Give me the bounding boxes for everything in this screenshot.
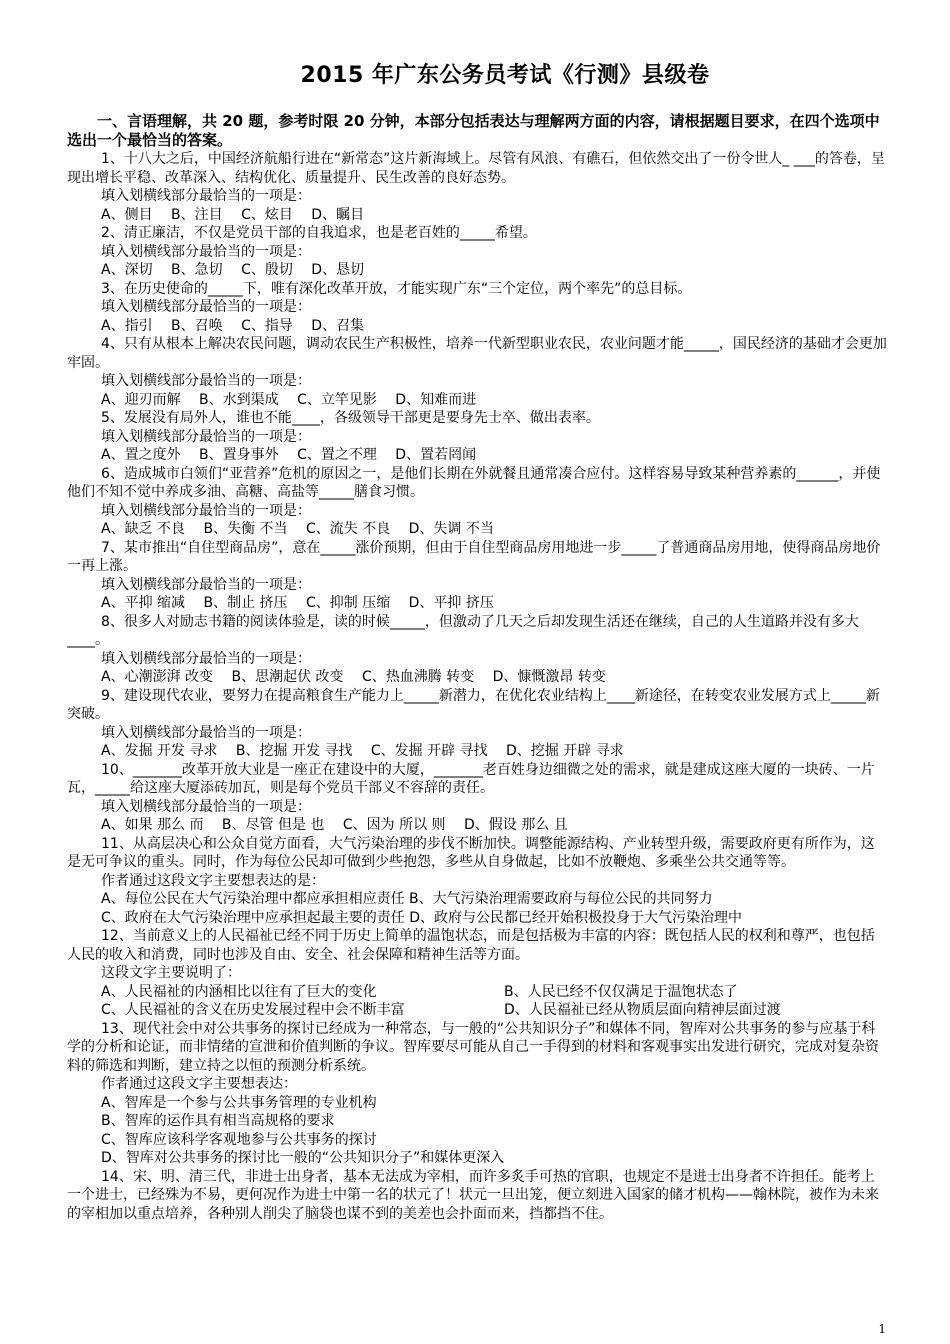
question-text: 13、现代社会中对公共事务的探讨已经成为一种常态，与一般的“公共知识分子”和媒体不同，智库对公共事务的参与应基于科学的分析和论证，而非情绪的宣泄和价值判断的争议。智库要尽可能从自己一手得到的材料和客观事实出发进行研究，完成对复杂资料的筛选和判断，建立持之以恒的预测分析系统。 <box>67 1020 879 1074</box>
question-text: 5、发展没有局外人，谁也不能____，各级领导干部更是要身先士卒、做出表率。 <box>101 410 600 426</box>
question-instruction: 填入划横线部分最恰当的一项是： <box>101 188 311 204</box>
question-text: 4、只有从根本上解决农民问题，调动农民生产积极性，培养一代新型职业农民，农业问题才能_____，国民经济的基础才会更加牢固。 <box>67 336 887 371</box>
answer-options: A、侧目 B、注目 C、炫目 D、瞩目 <box>101 206 365 223</box>
answer-options: B、智库的运作具有相当高规格的要求 <box>101 1113 335 1129</box>
question-text: 2、清正廉洁，不仅是党员干部的自我追求，也是老百姓的_____希望。 <box>101 225 537 241</box>
question-text: 14、宋、明、清三代，非进士出身者，基本无法成为宰相，而许多炙手可热的官职，也规定不是进士出身者不许担任。能考上一个进士，已经殊为不易，更何况作为进士中第一名的状元了！状元一旦出笼，便立刻进入国家的储才机构——翰林院，被作为未来的宰相加以重点培养，各种别人削尖了脑袋也谋不到的美差也会扑面而来，挡都挡不住。 <box>67 1168 879 1222</box>
answer-option-row <box>67 1001 887 1020</box>
answer-options: A、置之度外 B、置身事外 C、置之不理 D、置若罔闻 <box>101 447 477 463</box>
document-title: 2015 年广东公务员考试《行测》县级卷 <box>300 63 710 88</box>
answer-options: A、指引 B、召唤 C、指导 D、召集 <box>101 317 365 334</box>
question-instruction: 填入划横线部分最恰当的一项是： <box>101 502 311 519</box>
answer-option: A、人民福祉的内涵相比以往有了巨大的变化 <box>101 983 377 1000</box>
question-instruction: 填入划横线部分最恰当的一项是： <box>101 576 311 593</box>
answer-option: D、人民福祉已经从物质层面向精神层面过渡 <box>504 1002 781 1018</box>
answer-options: C、政府在大气污染治理中应承担起最主要的责任 D、政府与公民都已经开始积极投身于大气污染治理中 <box>101 909 743 926</box>
section-heading: 一、言语理解，共 20 题，参考时限 20 分钟，本部分包括表达与理解两方面的内容，请根据题目要求，在四个选项中选出一个最恰当的答案。 <box>67 112 880 149</box>
question-instruction: 填入划横线部分最恰当的一项是： <box>101 798 311 815</box>
answer-options: A、发掘 开发 寻求 B、挖掘 开发 寻找 C、发掘 开辟 寻找 D、挖掘 开辟 寻求 <box>101 743 624 759</box>
question-instruction: 作者通过这段文字主要想表达的是： <box>101 872 325 889</box>
answer-option-row <box>67 983 887 1002</box>
question-text: 9、建设现代农业，要努力在提高粮食生产能力上_____新潜力，在优化农业结构上____新途径，在转变农业发展方式上_____新突破。 <box>67 687 880 722</box>
question-text: 8、很多人对励志书籍的阅读体验是，读的时候_____，但激动了几天之后却发现生活还在继续，自己的人生道路并没有多大____。 <box>67 613 859 648</box>
page-number: 1 <box>878 1322 886 1336</box>
question-text: 3、在历史使命的_____下，唯有深化改革开放，才能实现广东“三个定位，两个率先”的总目标。 <box>101 280 692 297</box>
question-text: 12、当前意义上的人民福祉已经不同于历史上简单的温饱状态，而是包括极为丰富的内容：既包括人民的权利和尊严，也包括人民的收入和消费，同时也涉及自由、安全、社会保障和精神生活等方面。 <box>67 928 875 963</box>
question-instruction: 填入划横线部分最恰当的一项是： <box>101 299 311 315</box>
answer-options: C、智库应该科学客观地参与公共事务的探讨 <box>101 1131 377 1148</box>
question-instruction: 填入划横线部分最恰当的一项是： <box>101 650 311 667</box>
answer-options: A、每位公民在大气污染治理中都应承担相应责任 B、大气污染治理需要政府与每位公民的共同努力 <box>101 891 713 907</box>
answer-option: C、人民福祉的含义在历史发展过程中会不断丰富 <box>101 1002 405 1018</box>
answer-options: A、如果 那么 而 B、尽管 但是 也 C、因为 所以 则 D、假设 那么 且 <box>101 817 568 833</box>
question-text: 10、_______改革开放大业是一座正在建设中的大厦，_______老百姓身边细微之处的需求，就是建成这座大厦的一块砖、一片瓦，_____给这座大厦添砖加瓦，则是每个党员干部义不容辞的责任。 <box>67 761 875 796</box>
document-body <box>67 112 887 1223</box>
question-text: 7、某市推出“自住型商品房”，意在_____涨价预期，但由于自住型商品房用地进一步_____了普通商品房用地，使得商品房地价一再上涨。 <box>67 539 881 574</box>
question-instruction: 填入划横线部分最恰当的一项是： <box>101 724 311 741</box>
question-text: 11、从高层决心和公众自觉方面看，大气污染治理的步伐不断加快。调整能源结构、产业转型升级，需要政府更有所作为，这是无可争议的重头。同时，作为每位公民却可做到少些抱怨，多些从自身做起，比如不放鞭炮、多乘坐公共交通等等。 <box>67 835 875 870</box>
question-text: 1、十八大之后，中国经济航船行进在“新常态”这片新海域上。尽管有风浪、有礁石，但依然交出了一份令世人_ ___的答卷，呈现出增长平稳、改革深入、结构优化、质量提升、民生改善的良好态势。 <box>67 151 885 186</box>
answer-options: A、深切 B、急切 C、殷切 D、恳切 <box>101 262 365 278</box>
answer-options: A、智库是一个参与公共事务管理的专业机构 <box>101 1094 377 1111</box>
question-instruction: 作者通过这段文字主要想表达： <box>101 1076 297 1092</box>
question-text: 6、造成城市白领们“亚营养”危机的原因之一，是他们长期在外就餐且通常凑合应付。这样容易导致某种营养素的______，并使他们不知不觉中养成多油、高糖、高盐等_____膳食习惯。 <box>67 465 881 500</box>
question-instruction: 填入划横线部分最恰当的一项是： <box>101 243 311 260</box>
answer-options: A、平抑 缩减 B、制止 挤压 C、抑制 压缩 D、平抑 挤压 <box>101 595 494 611</box>
answer-options: A、迎刃而解 B、水到渠成 C、立竿见影 D、知难而进 <box>101 391 477 408</box>
question-instruction: 填入划横线部分最恰当的一项是： <box>101 428 311 445</box>
answer-options: A、缺乏 不良 B、失衡 不当 C、流失 不良 D、失调 不当 <box>101 521 494 537</box>
question-instruction: 填入划横线部分最恰当的一项是： <box>101 373 311 389</box>
answer-option: B、人民已经不仅仅满足于温饱状态了 <box>504 983 738 1000</box>
question-instruction: 这段文字主要说明了： <box>101 965 241 981</box>
answer-options: D、智库对公共事务的探讨比一般的“公共知识分子”和媒体更深入 <box>101 1150 505 1166</box>
answer-options: A、心潮澎湃 改变 B、思潮起伏 改变 C、热血沸腾 转变 D、慷慨激昂 转变 <box>101 669 606 685</box>
